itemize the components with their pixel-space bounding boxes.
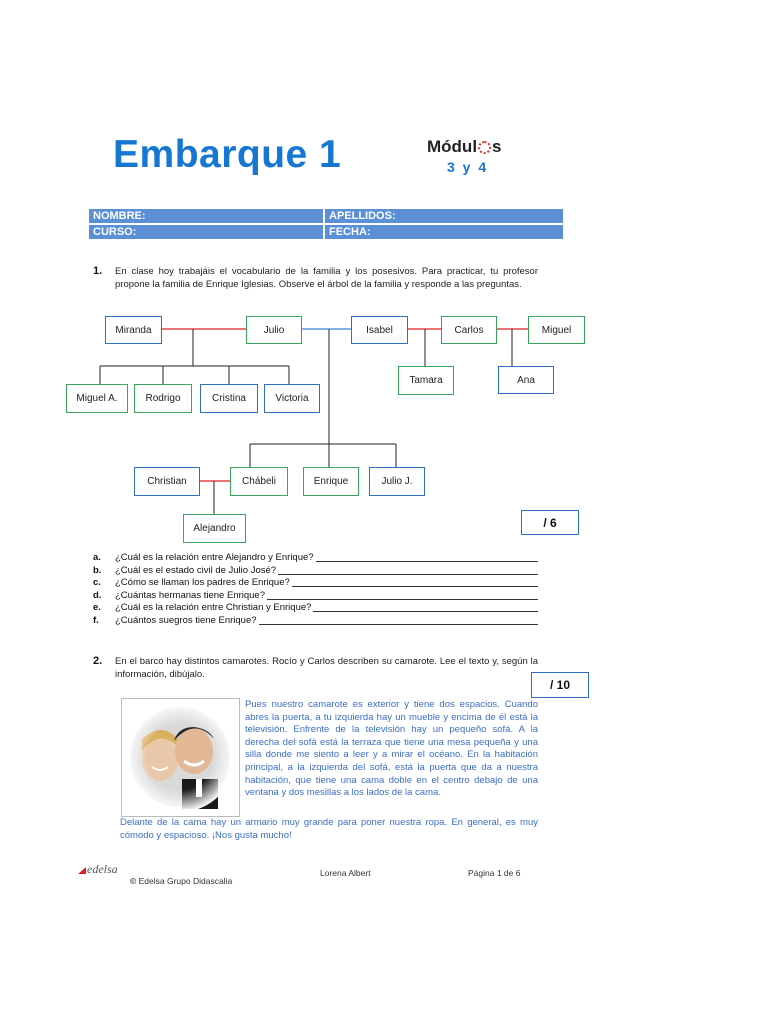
copyright-text: Edelsa Grupo Didascalia bbox=[138, 876, 233, 886]
question-row bbox=[93, 614, 538, 627]
score-box-q2: / 10 bbox=[531, 672, 589, 698]
answer-line[interactable] bbox=[316, 551, 538, 562]
question-letter: d. bbox=[93, 589, 102, 601]
node-cristina: Cristina bbox=[200, 384, 258, 413]
question-letter: f. bbox=[93, 615, 99, 626]
node-christian: Christian bbox=[134, 467, 200, 496]
question-text: ¿Cómo se llaman los padres de Enrique? bbox=[115, 577, 290, 589]
answer-line[interactable] bbox=[278, 564, 538, 575]
copyright-icon: © bbox=[130, 876, 137, 886]
edelsa-logo bbox=[78, 862, 118, 877]
edelsa-logo-text: edelsa bbox=[87, 862, 118, 876]
question-letter: c. bbox=[93, 577, 101, 589]
question-text: ¿Cuál es el estado civil de Julio José? bbox=[115, 564, 277, 576]
modulos-suffix: s bbox=[492, 137, 502, 156]
question-2-number: 2. bbox=[93, 655, 103, 667]
question-letter: b. bbox=[93, 564, 102, 576]
question-2-text: En el barco hay distintos camarotes. Rocío y Carlos describen su camarote. Lee el texto y, según la información, dibújalo. bbox=[115, 656, 538, 680]
passage-full: Delante de la cama hay un armario muy grande para poner nuestra ropa. En general, es muy cómodo y espacioso. ¡Nos gusta mucho! bbox=[120, 817, 538, 841]
passage-side: Pues nuestro camarote es exterior y tiene dos espacios. Cuando abres la puerta, a tu izquierda hay un mueble y encima de él está la televisión. Enfrente de la televisión hay un pequeño sofá. A la derecha del sofá está la terraza que tiene una mesa pequeña y una silla donde me siento a leer y a mirar el océano. En la habitación principal, a la izquierda del sofá, está la puerta que da a nuestra habitación, que tiene una cama doble en el centro debajo de una ventana y dos mesillas a los lados de la cama. bbox=[245, 699, 538, 799]
question-letter: e. bbox=[93, 602, 101, 614]
node-tamara: Tamara bbox=[398, 366, 454, 395]
footer-author: Lorena Albert bbox=[320, 868, 371, 878]
edelsa-logo-icon bbox=[78, 867, 86, 874]
modulos-prefix: Módul bbox=[427, 137, 478, 156]
node-isabel: Isabel bbox=[351, 316, 408, 344]
question-row bbox=[93, 601, 538, 614]
question-row bbox=[93, 576, 538, 589]
footer-page-number: Página 1 de 6 bbox=[468, 868, 521, 878]
node-victoria: Victoria bbox=[264, 384, 320, 413]
answer-line[interactable] bbox=[313, 601, 538, 612]
question-row bbox=[93, 564, 538, 577]
node-chabeli: Chábeli bbox=[230, 467, 288, 496]
question-text: ¿Cuántas hermanas tiene Enrique? bbox=[115, 589, 265, 601]
question-text: ¿Cuántos suegros tiene Enrique? bbox=[115, 615, 257, 626]
node-miranda: Miranda bbox=[105, 316, 162, 344]
node-ana: Ana bbox=[498, 366, 554, 394]
fecha-field[interactable]: FECHA: bbox=[325, 225, 563, 239]
question-1-number: 1. bbox=[93, 265, 103, 277]
score-box-q1: / 6 bbox=[521, 510, 579, 535]
node-julio-j: Julio J. bbox=[369, 467, 425, 496]
couple-photo bbox=[121, 698, 240, 817]
node-julio: Julio bbox=[246, 316, 302, 344]
question-row bbox=[93, 551, 538, 564]
answer-line[interactable] bbox=[292, 576, 538, 587]
node-enrique: Enrique bbox=[303, 467, 359, 496]
node-miguel-a: Miguel A. bbox=[66, 384, 128, 413]
question-letter: a. bbox=[93, 552, 101, 563]
curso-field[interactable]: CURSO: bbox=[89, 225, 323, 239]
question-text: ¿Cuál es la relación entre Alejandro y Enrique? bbox=[115, 552, 314, 563]
answer-line[interactable] bbox=[259, 614, 538, 625]
answer-line[interactable] bbox=[267, 589, 538, 600]
question-1-text: En clase hoy trabajáis el vocabulario de la familia y los posesivos. Para practicar, tu profesor propone la familia de Enrique Iglesias. Observe el árbol de la familia y responde a las preguntas. bbox=[115, 266, 538, 290]
question-text: ¿Cuál es la relación entre Christian y Enrique? bbox=[115, 602, 312, 614]
couple-photo-image bbox=[122, 699, 239, 816]
node-carlos: Carlos bbox=[441, 316, 497, 344]
node-alejandro: Alejandro bbox=[183, 514, 246, 543]
apellidos-field[interactable]: APELLIDOS: bbox=[325, 209, 563, 223]
node-miguel: Miguel bbox=[528, 316, 585, 344]
question-row bbox=[93, 589, 538, 602]
node-rodrigo: Rodrigo bbox=[134, 384, 192, 413]
modulos-number: 3 y 4 bbox=[447, 159, 489, 175]
page-title: Embarque 1 bbox=[113, 133, 342, 176]
footer-copyright bbox=[130, 876, 232, 886]
nombre-field[interactable]: NOMBRE: bbox=[89, 209, 323, 223]
